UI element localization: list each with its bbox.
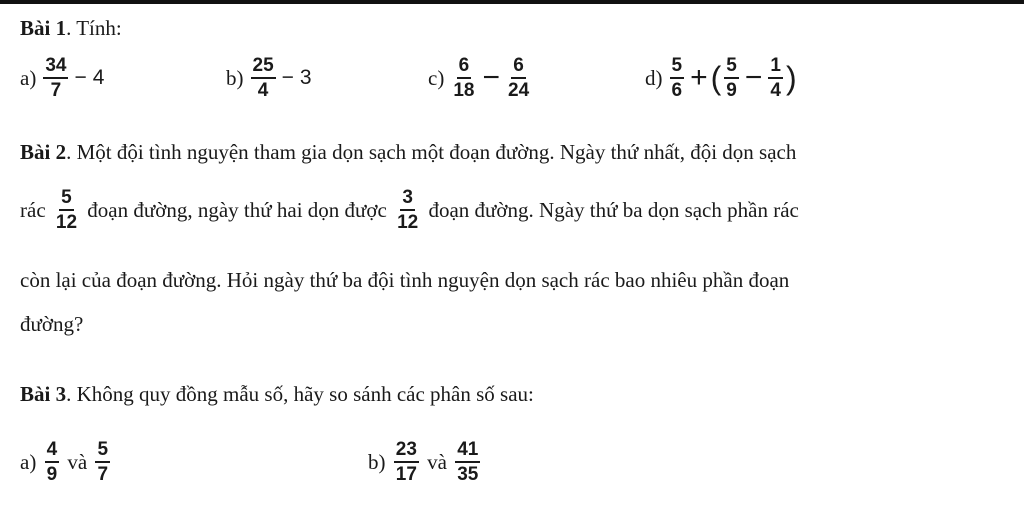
bai2-text-2c: đoạn đường. Ngày thứ ba dọn sạch phần rác <box>428 197 799 222</box>
fraction <box>251 56 276 101</box>
minus-sign: − <box>74 66 87 90</box>
bai1-title-rest: . Tính: <box>66 16 122 40</box>
bai1-item-a <box>20 56 107 101</box>
numerator: 5 <box>724 56 739 79</box>
numerator: 3 <box>400 188 415 211</box>
fraction <box>670 56 685 101</box>
bai1-heading <box>20 16 122 41</box>
bai1-c-label: c) <box>428 65 445 90</box>
minus-sign: − <box>482 61 500 95</box>
fraction <box>768 56 783 101</box>
fraction <box>451 56 476 101</box>
fraction <box>724 56 739 101</box>
numerator: 1 <box>768 56 783 79</box>
bai1-a-label: a) <box>20 65 37 90</box>
bai3-title-rest: . Không quy đồng mẫu số, hãy so sánh các phân số sau: <box>66 382 534 406</box>
bai1-d-label: d) <box>645 65 663 90</box>
bai3-a-label: a) <box>20 449 37 474</box>
left-paren: ( <box>710 59 722 96</box>
numerator: 5 <box>95 440 110 463</box>
numerator: 41 <box>455 440 480 463</box>
denominator: 35 <box>457 463 479 485</box>
denominator: 4 <box>770 79 781 101</box>
denominator: 17 <box>395 463 417 485</box>
right-paren: ) <box>785 59 797 96</box>
denominator: 9 <box>726 79 737 101</box>
fraction <box>45 440 60 485</box>
numerator: 5 <box>670 56 685 79</box>
bai3-b-label: b) <box>368 449 386 474</box>
denominator: 4 <box>257 79 269 101</box>
bai3-item-a <box>20 440 113 485</box>
conjunction: và <box>67 449 88 474</box>
top-border <box>0 0 1024 4</box>
operand: 3 <box>299 66 312 90</box>
denominator: 18 <box>453 79 475 101</box>
numerator: 34 <box>43 56 68 79</box>
bai2-line3: còn lại của đoạn đường. Hỏi ngày thứ ba đội tình nguyện dọn sạch rác bao nhiêu phần đoạn <box>20 268 790 292</box>
numerator: 25 <box>251 56 276 79</box>
fraction <box>54 188 79 233</box>
denominator: 12 <box>55 211 78 233</box>
numerator: 5 <box>59 188 74 211</box>
numerator: 6 <box>511 56 526 79</box>
fraction <box>95 440 110 485</box>
numerator: 4 <box>45 440 60 463</box>
bai2-line4: đường? <box>20 312 84 336</box>
denominator: 9 <box>46 463 58 485</box>
bai3-title: Bài 3 <box>20 382 67 406</box>
fraction <box>455 440 480 485</box>
bai2-line1 <box>20 140 796 165</box>
bai3-heading <box>20 382 534 407</box>
plus-sign: + <box>690 61 708 95</box>
numerator: 6 <box>457 56 472 79</box>
minus-sign: − <box>281 66 294 90</box>
conjunction: và <box>427 449 447 474</box>
bai1-title: Bài 1 <box>20 16 67 40</box>
denominator: 12 <box>397 211 419 233</box>
bai2-line2 <box>20 188 799 233</box>
bai1-b-label: b) <box>226 65 244 90</box>
bai1-item-c <box>428 56 534 101</box>
denominator: 6 <box>671 79 683 101</box>
bai3-item-b <box>368 440 483 485</box>
bai2-text-2b: đoạn đường, ngày thứ hai dọn được <box>87 197 387 222</box>
bai2-text-2a: rác <box>20 197 46 222</box>
bai2-text-1: . Một đội tình nguyện tham gia dọn sạch một đoạn đường. Ngày thứ nhất, đội dọn sạch <box>66 140 797 164</box>
fraction <box>394 440 419 485</box>
minus-sign: − <box>744 61 763 95</box>
fraction <box>506 56 531 101</box>
fraction <box>43 56 68 101</box>
denominator: 24 <box>508 79 530 101</box>
fraction <box>395 188 420 233</box>
bai1-item-b <box>226 56 315 101</box>
denominator: 7 <box>97 463 109 485</box>
bai1-item-d <box>645 56 797 101</box>
denominator: 7 <box>50 79 62 101</box>
bai2-title: Bài 2 <box>20 140 67 164</box>
numerator: 23 <box>394 440 419 463</box>
operand: 4 <box>92 66 105 90</box>
